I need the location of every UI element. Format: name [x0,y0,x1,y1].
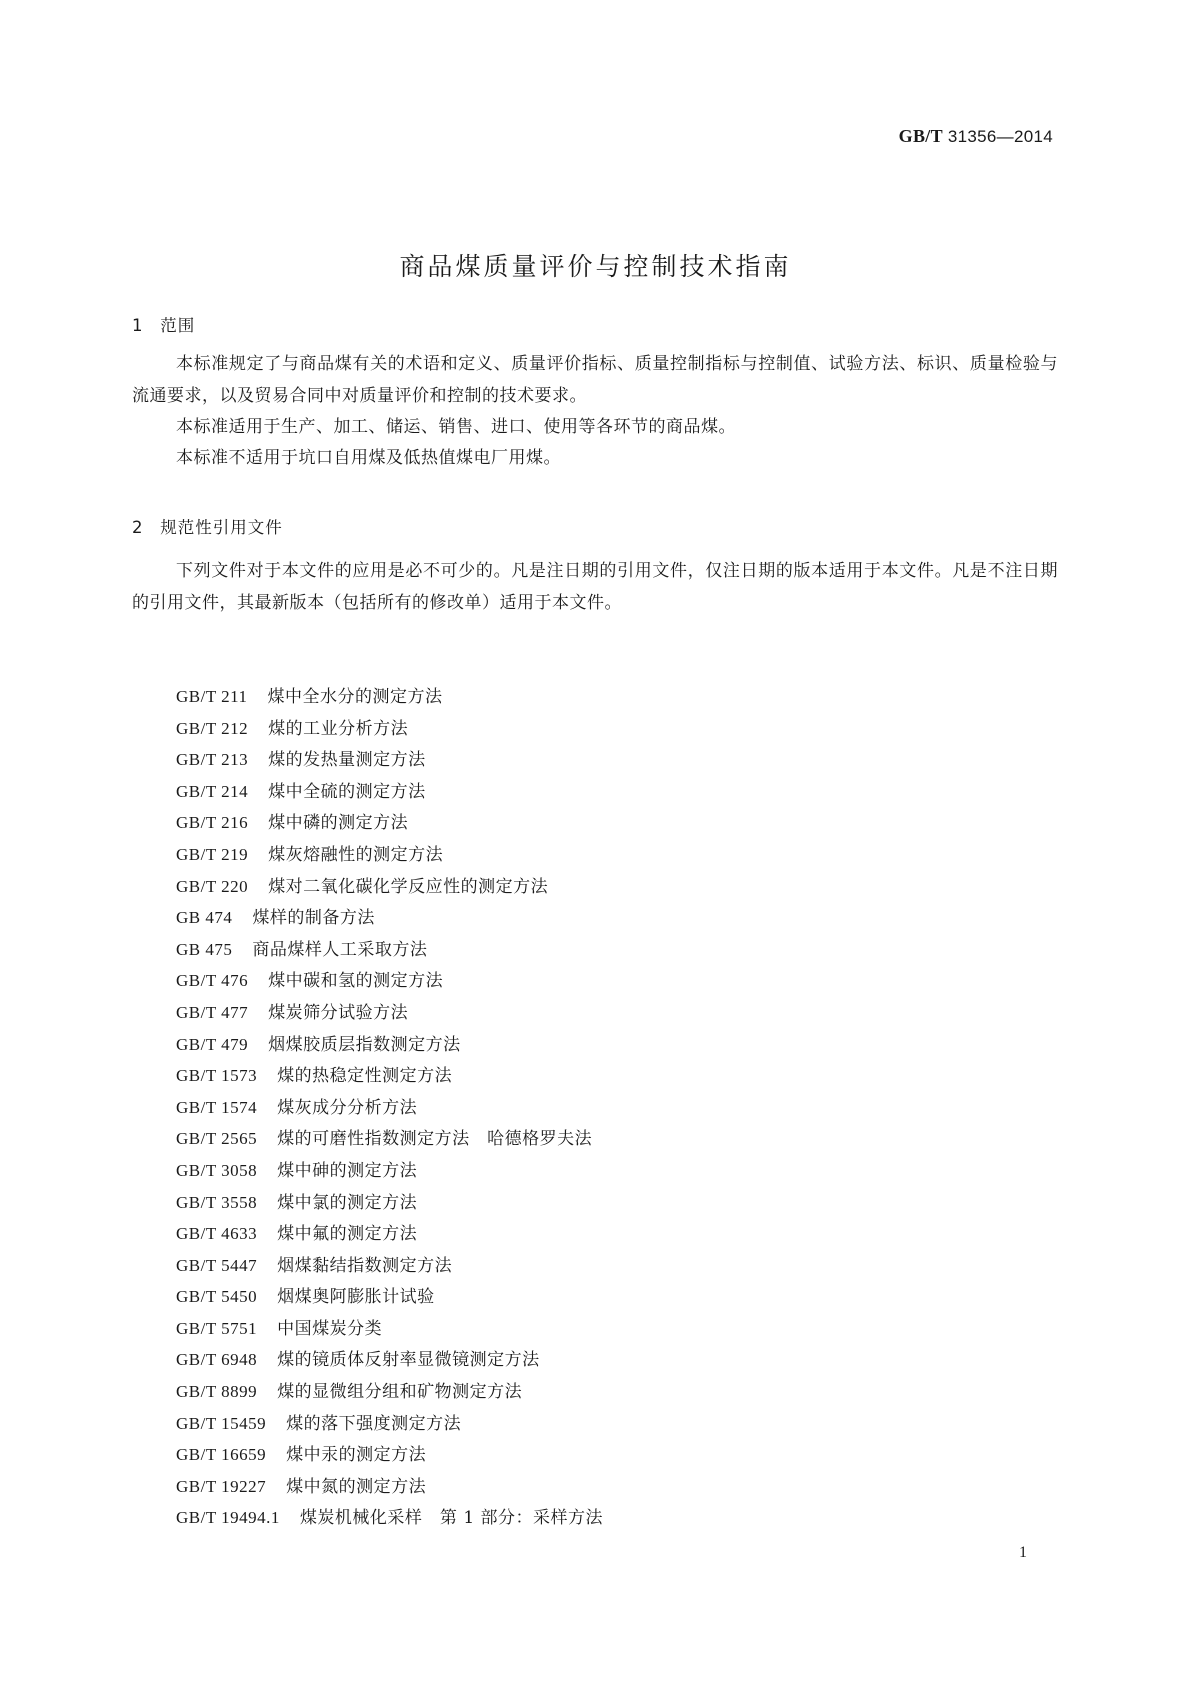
reference-title: 煤的发热量测定方法 [268,750,426,771]
reference-list [176,681,603,1534]
reference-code: GB/T 220 [176,876,249,896]
reference-title: 烟煤奥阿膨胀计试验 [277,1287,435,1308]
reference-item [176,1408,603,1440]
reference-title: 煤中碳和氢的测定方法 [268,971,444,992]
section-1-number: 1 [132,316,144,335]
reference-code: GB/T 8899 [176,1382,258,1402]
reference-item [176,1123,603,1155]
reference-item [176,1029,603,1061]
reference-title: 煤中磷的测定方法 [268,813,409,834]
reference-code: GB/T 476 [176,971,249,991]
scope-paragraph-3: 本标准不适用于坑口自用煤及低热值煤电厂用煤。 [176,448,561,468]
reference-title: 煤灰熔融性的测定方法 [268,844,444,865]
section-2-heading [132,514,283,538]
reference-code: GB/T 1574 [176,1097,258,1117]
reference-title: 煤对二氧化碳化学反应性的测定方法 [268,876,549,897]
reference-item [176,902,603,934]
reference-code: GB/T 16659 [176,1445,267,1465]
scope-paragraph-2: 本标准适用于生产、加工、储运、销售、进口、使用等各环节的商品煤。 [176,417,736,437]
reference-item [176,681,603,713]
reference-title: 煤的落下强度测定方法 [286,1413,462,1434]
reference-title: 煤中氮的测定方法 [286,1476,427,1497]
reference-item [176,1439,603,1471]
reference-title: 煤炭机械化采样 第 1 部分：采样方法 [299,1508,604,1529]
reference-code: GB/T 213 [176,750,249,770]
reference-code: GB/T 216 [176,813,249,833]
reference-title: 煤中氯的测定方法 [277,1192,418,1213]
reference-code: GB/T 5751 [176,1318,258,1338]
reference-code: GB/T 4633 [176,1224,258,1244]
reference-title: 煤中全水分的测定方法 [267,687,443,707]
page-number: 1 [1019,1544,1027,1561]
reference-code: GB/T 477 [176,1002,249,1022]
reference-title: 煤的可磨性指数测定方法 哈德格罗夫法 [277,1129,593,1150]
reference-title: 中国煤炭分类 [277,1318,383,1339]
reference-code: GB/T 3558 [176,1192,258,1212]
reference-title: 煤中汞的测定方法 [286,1445,427,1466]
reference-title: 烟煤胶质层指数测定方法 [268,1034,461,1055]
scope-paragraph-1: 本标准规定了与商品煤有关的术语和定义、质量评价指标、质量控制指标与控制值、试验方法、标识、质量检验与流通要求，以及贸易合同中对质量评价和控制的技术要求。 [132,354,1058,406]
reference-title: 煤的热稳定性测定方法 [277,1066,453,1087]
reference-code: GB/T 19494.1 [176,1508,280,1528]
reference-item [176,1092,603,1124]
reference-title: 煤中氟的测定方法 [277,1224,418,1245]
reference-item [176,1376,603,1408]
reference-code: GB/T 2565 [176,1129,258,1149]
reference-item [176,807,603,839]
reference-title: 煤的工业分析方法 [268,718,409,739]
reference-code: GB/T 214 [176,781,249,801]
reference-item [176,1281,603,1313]
section-1-title: 范围 [160,316,196,335]
reference-item [176,1060,603,1092]
reference-code: GB/T 219 [176,844,249,864]
reference-item [176,1313,603,1345]
reference-code: GB 474 [176,908,233,928]
standard-number: 31356—2014 [947,127,1053,146]
reference-item [176,744,603,776]
reference-title: 烟煤黏结指数测定方法 [277,1255,453,1276]
reference-title: 煤样的制备方法 [252,908,375,929]
standard-prefix: GB/T [898,126,943,146]
reference-code: GB/T 212 [176,718,249,738]
reference-code: GB/T 5447 [176,1255,258,1275]
reference-item [176,1187,603,1219]
section-1-heading [132,312,195,336]
reference-item [176,965,603,997]
reference-item [176,1502,603,1534]
reference-code: GB/T 5450 [176,1287,258,1307]
reference-item [176,776,603,808]
reference-title: 煤中砷的测定方法 [277,1160,418,1181]
section-2-number: 2 [132,518,144,537]
reference-title: 煤中全硫的测定方法 [268,781,426,802]
reference-item [176,839,603,871]
reference-title: 煤的镜质体反射率显微镜测定方法 [277,1350,540,1371]
reference-code: GB/T 479 [176,1034,249,1054]
reference-code: GB/T 1573 [176,1066,258,1086]
reference-title: 煤的显微组分组和矿物测定方法 [277,1382,523,1403]
reference-item [176,997,603,1029]
reference-code: GB/T 15459 [176,1413,267,1433]
standard-identifier [899,126,1053,147]
reference-code: GB/T 211 [176,687,248,706]
reference-title: 商品煤样人工采取方法 [252,939,428,960]
reference-item [176,1218,603,1250]
reference-code: GB/T 6948 [176,1350,258,1370]
reference-item [176,1471,603,1503]
section-2-title: 规范性引用文件 [160,518,283,537]
reference-code: GB/T 19227 [176,1476,267,1496]
reference-code: GB 475 [176,939,233,959]
reference-item [176,1155,603,1187]
reference-item [176,713,603,745]
reference-item [176,1250,603,1282]
reference-title: 煤灰成分分析方法 [277,1097,418,1118]
reference-code: GB/T 3058 [176,1160,258,1180]
reference-item [176,871,603,903]
reference-item [176,1344,603,1376]
normative-references-intro: 下列文件对于本文件的应用是必不可少的。凡是注日期的引用文件，仅注日期的版本适用于本文件。凡是不注日期的引用文件，其最新版本（包括所有的修改单）适用于本文件。 [132,561,1058,613]
reference-title: 煤炭筛分试验方法 [268,1002,409,1023]
reference-item [176,934,603,966]
document-title: 商品煤质量评价与控制技术指南 [399,251,792,281]
